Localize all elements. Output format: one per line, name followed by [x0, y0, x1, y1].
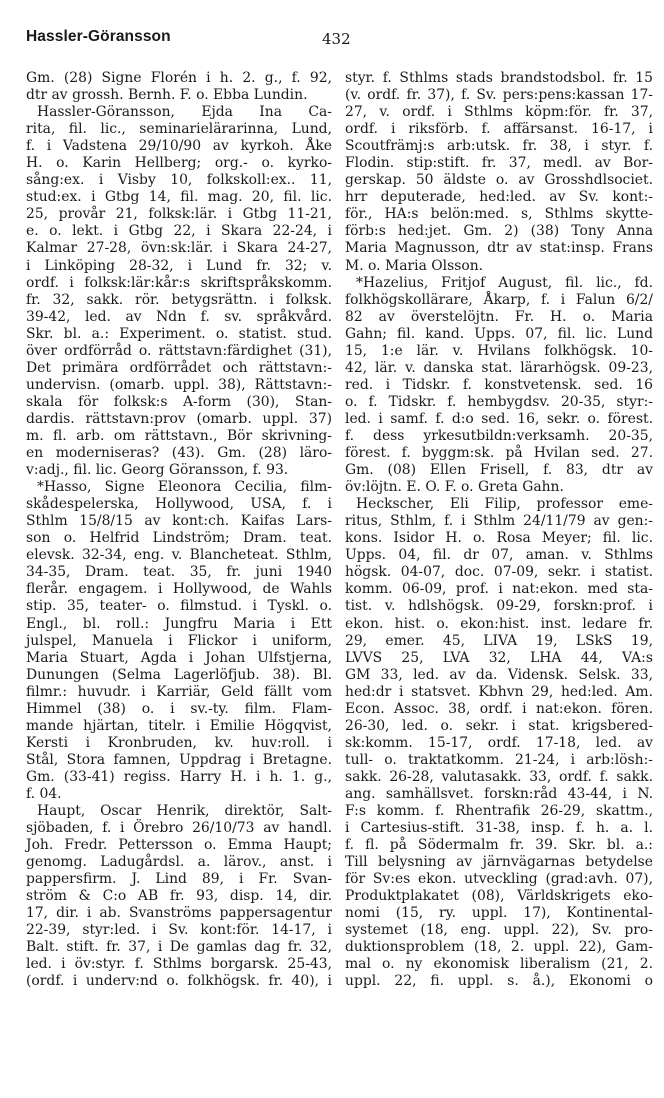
text-line: son o. Helfrid Lindström; Dram. teat. — [26, 530, 332, 547]
text-line: stip. 35, teater- o. filmstud. i Tyskl. o. — [26, 598, 332, 615]
text-line: ang. samhällsvet. forskn:råd 43-44, i N. — [345, 785, 653, 802]
text-line: skådespelerska, Hollywood, USA, f. i — [26, 496, 332, 513]
text-line: öv:löjtn. E. O. F. o. Greta Gahn. — [345, 479, 564, 496]
text-line: dtr av grossh. Bernh. F. o. Ebba Lundin. — [26, 87, 308, 104]
text-line: Maria Stuart, Agda i Johan Ulfstjerna, — [26, 649, 332, 666]
text-line: LVVS 25, LVA 32, LHA 44, VA:s — [345, 649, 653, 666]
text-line: Det primära ordförrådet och rättstavn:- — [26, 359, 332, 376]
text-line: kons. Isidor H. o. Rosa Meyer; fil. lic. — [345, 530, 653, 547]
text-line: ritus, Sthlm, f. i Sthlm 24/11/79 av gen:- — [345, 513, 653, 530]
text-line: (v. ordf. fr. 37), f. Sv. pers:pens:kassan 17- — [345, 87, 653, 104]
text-line: styr. f. Sthlms stads brandstodsbol. fr. 15 — [345, 70, 653, 86]
text-line: Heckscher, Eli Filip, professor eme- — [356, 496, 653, 513]
text-line: i Cartesius-stift. 31-38, insp. f. h. a. l. — [345, 820, 653, 837]
text-line: Hassler-Göransson, Ejda Ina Ca- — [37, 104, 332, 121]
text-line: skala för folksk:s A-form (30), Stan- — [26, 393, 332, 410]
right-column — [345, 70, 653, 991]
text-line: led. i öv:styr. f. Sthlms borgarsk. 25-43, — [26, 956, 332, 973]
text-line: *Hazelius, Fritjof August, fil. lic., fd. — [356, 274, 653, 291]
text-line: Engl., bl. roll.: Jungfru Maria i Ett — [26, 615, 332, 632]
text-line: undervisn. (omarb. uppl. 38), Rättstavn:- — [26, 376, 332, 393]
text-line: e. o. lekt. i Gtbg 22, i Skara 22-24, i — [26, 223, 332, 240]
text-line: filmr.: huvudr. i Karriär, Geld fällt vom — [26, 683, 332, 700]
text-line: Gahn; fil. kand. Upps. 07, fil. lic. Lund — [345, 325, 653, 342]
text-line: dardis. rättstavn:prov (omarb. uppl. 37) — [26, 410, 332, 427]
text-line: i Linköping 28-32, i Lund fr. 32; v. — [26, 257, 332, 274]
text-line: sång:ex. i Visby 10, folkskoll:ex.. 11, — [26, 172, 332, 189]
text-line: Stål, Stora famnen, Uppdrag i Bretagne. — [26, 751, 332, 768]
text-line: Gm. (28) Signe Florén i h. 2. g., f. 92, — [26, 70, 332, 86]
text-line: elevsk. 32-34, eng. v. Blancheteat. Sthlm, — [26, 547, 332, 564]
text-line: Sthlm 15/8/15 av kont:ch. Kaifas Lars- — [26, 513, 332, 530]
text-line: högsk. 04-07, doc. 07-09, sekr. i statist. — [345, 564, 653, 581]
text-line: sjöbaden, f. i Örebro 26/10/73 av handl. — [26, 820, 332, 837]
text-line: v:adj., fil. lic. Georg Göransson, f. 93. — [26, 462, 289, 479]
text-line: GM 33, led. av da. Vidensk. Selsk. 33, — [345, 666, 653, 683]
text-line: pappersfirm. J. Lind 89, i Fr. Svan- — [26, 871, 332, 888]
text-line: för., HA:s belön:med. s, Sthlms skytte- — [345, 206, 653, 223]
text-line: 29, emer. 45, LIVA 19, LSkS 19, — [345, 632, 653, 649]
text-line: 22-39, styr:led. i Sv. kont:för. 14-17, i — [26, 922, 332, 939]
text-line: sakk. 26-28, valutasakk. 33, ordf. f. sakk. — [345, 768, 653, 785]
text-line: ström & C:o AB fr. 93, disp. 14, dir. — [26, 888, 332, 905]
text-line: Flodin. stip:stift. fr. 37, medl. av Bor- — [345, 155, 653, 172]
text-line: genomg. Ladugårdsl. a. lärov., anst. i — [26, 854, 332, 871]
text-line: f. i Vadstena 29/10/90 av kyrkoh. Åke — [26, 138, 332, 155]
text-line: fr. 32, sakk. rör. betygsrättn. i folksk. — [26, 291, 332, 308]
text-line: Balt. stift. fr. 37, i De gamlas dag fr. 32, — [26, 939, 332, 956]
text-line: *Hasso, Signe Eleonora Cecilia, film- — [37, 479, 332, 496]
page-number: 432 — [322, 30, 351, 48]
text-line: Kersti i Kronbruden, kv. huv:roll. i — [26, 734, 332, 751]
text-line: Dunungen (Selma Lagerlöfjub. 38). Bl. — [26, 666, 332, 683]
text-line: sk:komm. 15-17, ordf. 17-18, led. av — [345, 734, 653, 751]
text-line: 15, 1:e lär. v. Hvilans folkhögsk. 10- — [345, 342, 653, 359]
text-line: tull- o. traktatkomm. 21-24, i arb:lösh:- — [345, 751, 653, 768]
text-line: uppl. 22, fi. uppl. s. å.), Ekonomi o — [345, 973, 653, 990]
text-line: nomi (15, ry. uppl. 17), Kontinental- — [345, 905, 653, 922]
left-column — [26, 70, 332, 991]
text-line: (ordf. i underv:nd o. folkhögsk. fr. 40), i — [26, 973, 332, 990]
text-line: F:s komm. f. Rhentrafik 26-29, skattm., — [345, 803, 653, 820]
text-line: Econ. Assoc. 38, ordf. i nat:ekon. fören. — [345, 700, 653, 717]
text-line: systemet (18, eng. uppl. 22), Sv. pro- — [345, 922, 653, 939]
text-line: f. 04. — [26, 785, 62, 802]
text-line: f. fl. på Södermalm fr. 39. Skr. bl. a.: — [345, 837, 653, 854]
text-line: tist. v. hdlshögsk. 09-29, forskn:prof. i — [345, 598, 653, 615]
text-line: 42, lär. v. danska stat. lärarhögsk. 09-23, — [345, 359, 653, 376]
text-line: m. fl. arb. om rättstavn., Bör skrivning- — [26, 427, 332, 444]
text-line: Scoutfrämj:s arb:utsk. fr. 38, i styr. f. — [345, 138, 653, 155]
text-line: 27, v. ordf. i Sthlms köpm:för. fr. 37, — [345, 104, 653, 121]
text-line: 82 av överstelöjtn. Fr. H. o. Maria — [345, 308, 653, 325]
text-line: Joh. Fredr. Pettersson o. Emma Haupt; — [26, 837, 332, 854]
text-line: mal o. ny ekonomisk liberalism (21, 2. — [345, 956, 653, 973]
text-line: Kalmar 27-28, övn:sk:lär. i Skara 24-27, — [26, 240, 332, 257]
text-line: 26-30, led. o. sekr. i stat. krigsbered- — [345, 717, 653, 734]
text-line: red. i Tidskr. f. konstvetensk. sed. 16 — [345, 376, 653, 393]
text-line: komm. 06-09, prof. i nat:ekon. med sta- — [345, 581, 653, 598]
text-line: mande hjärtan, titelr. i Emilie Högqvist, — [26, 717, 332, 734]
text-line: Gm. (33-41) regiss. Harry H. i h. 1. g., — [26, 768, 332, 785]
text-line: förest. f. byggm:sk. på Hvilan sed. 27. — [345, 445, 653, 462]
text-line: Maria Magnusson, dtr av stat:insp. Frans — [345, 240, 653, 257]
text-line: folkhögskollärare, Åkarp, f. i Falun 6/2/ — [345, 291, 653, 308]
text-line: Haupt, Oscar Henrik, direktör, Salt- — [37, 803, 332, 820]
text-line: 34-35, Dram. teat. 35, fr. juni 1940 — [26, 564, 332, 581]
text-line: Upps. 04, fil. dr 07, aman. v. Sthlms — [345, 547, 653, 564]
text-line: hed:dr i statsvet. Kbhvn 29, hed:led. Am. — [345, 683, 653, 700]
text-line: Skr. bl. a.: Experiment. o. statist. stud. — [26, 325, 332, 342]
text-line: f. dess yrkesutbildn:verksamh. 20-35, — [345, 427, 653, 444]
text-line: 25, provår 21, folksk:lär. i Gtbg 11-21, — [26, 206, 332, 223]
text-line: flerår. engagem. i Hollywood, de Wahls — [26, 581, 332, 598]
text-line: en moderniseras? (43). Gm. (28) läro- — [26, 445, 332, 462]
text-line: M. o. Maria Olsson. — [345, 257, 484, 274]
text-line: Himmel (38) o. i sv.-ty. film. Flam- — [26, 700, 332, 717]
text-line: H. o. Karin Hellberg; org.- o. kyrko- — [26, 155, 332, 172]
text-line: ordf. i riksförb. f. affärsanst. 16-17, i — [345, 121, 653, 138]
text-line: 39-42, led. av Ndn f. sv. språkvård. — [26, 308, 332, 325]
running-title: Hassler-Göransson — [26, 28, 171, 45]
text-line: 17, dir. i ab. Svanströms pappersagentur — [26, 905, 332, 922]
text-line: hrr deputerade, hed:led. av Sv. kont:- — [345, 189, 653, 206]
text-line: led. i samf. f. d:o sed. 16, sekr. o. förest. — [345, 410, 653, 427]
text-line: förb:s hed:jet. Gm. 2) (38) Tony Anna — [345, 223, 653, 240]
text-line: Gm. (08) Ellen Frisell, f. 83, dtr av — [345, 462, 653, 479]
text-line: Till belysning av järnvägarnas betydelse — [345, 854, 653, 871]
text-line: stud:ex. i Gtbg 14, fil. mag. 20, fil. lic. — [26, 189, 332, 206]
text-line: ordf. i folksk:lär:kår:s skriftspråkskomm. — [26, 274, 332, 291]
text-line: rita, fil. lic., seminarielärarinna, Lund, — [26, 121, 332, 138]
text-line: för Sv:es ekon. utveckling (grad:avh. 07), — [345, 871, 653, 888]
text-line: duktionsproblem (18, 2. uppl. 22), Gam- — [345, 939, 653, 956]
text-line: Produktplakatet (08), Världskrigets eko- — [345, 888, 653, 905]
text-line: o. f. Tidskr. f. hembygdsv. 20-35, styr:- — [345, 393, 653, 410]
text-line: julspel, Manuela i Flickor i uniform, — [26, 632, 332, 649]
text-line: ekon. hist. o. ekon:hist. inst. ledare fr. — [345, 615, 653, 632]
text-line: över ordförråd o. rättstavn:färdighet (31), — [26, 342, 332, 359]
text-line: gerskap. 50 äldste o. av Grosshdlsociet. — [345, 172, 653, 189]
